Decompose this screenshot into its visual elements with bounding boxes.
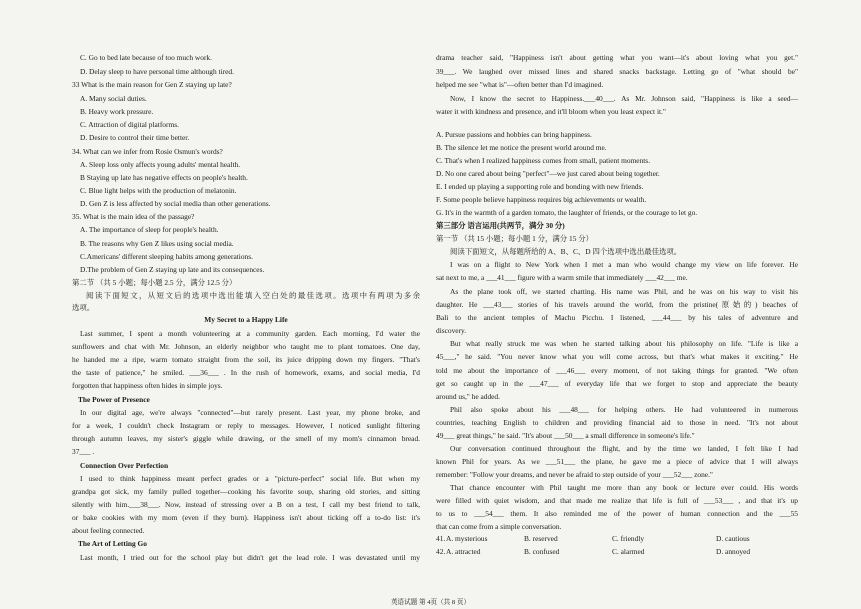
right-line: 第一节 （共 15 小题；每小题 1 分，满分 15 分） — [436, 234, 594, 243]
right-line: known Phil for years. As we ___51___ the plane, he gave me a piece of advice that I will always — [436, 457, 798, 466]
left-line: B. Heavy work pressure. — [80, 107, 154, 116]
right-line: Bali to the ancient temples of Machu Picchu. I listened, ___44___ by his tales of adventure and — [436, 313, 798, 322]
right-line: that can come from a simple conversation. — [436, 522, 562, 531]
right-line: I was on a flight to New York when I met a man who would change my view on life forever. He — [450, 260, 798, 269]
right-line: Our conversation continued throughout the flight, and by the time we landed, I felt like I had — [450, 444, 798, 453]
left-line: grandpa got sick, my family pulled together—cooking his favorite soup, sharing old stories, and sitting — [72, 487, 420, 496]
option-c: C. alarmed — [612, 547, 645, 556]
left-line: In our digital age, we're always "connected"—but rarely present. Last year, my phone broke, and — [80, 408, 420, 417]
right-line: sat next to me, a ___41___ figure with a warm smile that immediately ___42___ me. — [436, 273, 688, 282]
left-line: D. Delay sleep to have personal time although tired. — [80, 67, 234, 76]
option-d: D. annoyed — [716, 547, 751, 556]
right-line: D. No one cared about being "perfect"—we just cared about being together. — [436, 169, 660, 178]
left-line: 37___ . — [72, 447, 95, 456]
right-line: Phil also spoke about his ___48___ for helping others. He had volunteered in numerous — [450, 405, 798, 414]
right-line: B. The silence let me notice the present world around me. — [436, 143, 607, 152]
left-line: 阅读下面短文，从短文后的选项中选出能填入空白处的最佳选项。选项中有两项为多余 — [86, 291, 420, 300]
option-a: A. mysterious — [446, 534, 488, 543]
left-line: D.The problem of Gen Z staying up late and its consequences. — [80, 265, 265, 274]
left-line: C. Blue light helps with the production of melatonin. — [80, 186, 237, 195]
left-line: A. The importance of sleep for people's health. — [80, 225, 219, 234]
question-number: 41. — [436, 534, 446, 543]
left-line: C. Attraction of digital platforms. — [80, 120, 179, 129]
right-line: E. I ended up playing a supporting role and bonding with new friends. — [436, 182, 644, 191]
left-line: D. Gen Z is less affected by social media than other generations. — [80, 199, 271, 208]
right-line: around us," he added. — [436, 392, 500, 401]
right-line: That chance encounter with Phil taught me more than any book or lecture ever could. His words — [450, 483, 798, 492]
left-line: C. Go to bed late because of too much work. — [80, 53, 212, 62]
left-line: the taste of patience," he smiled. ___36___ . In the rush of homework, exams, and social media, I'd — [72, 368, 420, 377]
left-line: A. Many social duties. — [80, 94, 147, 103]
left-line: I used to think happiness meant perfect grades or a "picture-perfect" social life. But when my — [80, 474, 420, 483]
right-line: water it with kindness and presence, and it'll bloom when you least expect it." — [436, 107, 666, 116]
left-line: 第二节 （共 5 小题；每小题 2.5 分，满分 12.5 分） — [72, 278, 237, 287]
left-line: sunflowers and chat with Mr. Johnson, an elderly neighbor who taught me to plant tomatoes. One day, — [72, 342, 420, 351]
right-line: C. That's when I realized happiness comes from small, patient moments. — [436, 156, 651, 165]
right-line: remember: "Follow your dreams, and never be afraid to step outside of your ___52___ zone." — [436, 470, 713, 479]
left-line: Last month, I tried out for the school play but didn't get the lead role. I was devastated until my — [80, 553, 420, 562]
right-line: F. Some people believe happiness requires big achievements or wealth. — [436, 195, 647, 204]
right-line: Now, I know the secret to Happiness.___40___. As Mr. Johnson said, "Happiness is like a seed— — [450, 94, 798, 103]
right-line: 阅读下面短文，从每题所给的 A、B、C、D 四个选项中选出最佳选项。 — [450, 247, 682, 256]
left-line: for a week, I couldn't check Instagram or reply to messages. However, I noticed sunlight filtering — [72, 421, 420, 430]
right-line: But what really struck me was when he started talking about his philosophy on life. "Life is like a — [450, 339, 798, 348]
option-b: B. reserved — [524, 534, 558, 543]
option-c: C. friendly — [612, 534, 645, 543]
option-d: D. cautious — [716, 534, 750, 543]
right-line: to us to ___54___ them. It also reminded me of the power of human connection and the ___55 — [436, 509, 798, 518]
left-line: The Art of Letting Go — [78, 539, 147, 548]
left-line: 35. What is the main idea of the passage? — [72, 212, 195, 221]
left-line: B Staying up late has negative effects on people's health. — [80, 173, 248, 182]
left-line: A. Sleep loss only affects young adults' mental health. — [80, 160, 241, 169]
left-line: Connection Over Perfection — [80, 461, 169, 470]
page-footer: 英语试题 第 4页（共 8 页） — [390, 599, 471, 606]
right-line: countries, teaching English to children and providing financial aid to those in need. "It's not about — [436, 418, 798, 427]
right-line: 第三部分 语言运用(共两节，满分 30 分) — [436, 221, 565, 230]
right-line: helped me see "what is"—often better than I'd imagined. — [436, 80, 604, 89]
right-line: were filled with quiet wisdom, and that made me realize that life is full of ___53___ , and that it's up — [436, 496, 798, 505]
left-line: 33 What is the main reason for Gen Z staying up late? — [72, 80, 232, 89]
left-line: about feeling connected. — [72, 526, 145, 535]
left-line: silently with him.___38___. Now, instead of stressing over a B on a test, I call my best friend to talk, — [72, 500, 420, 509]
left-line: 选项。 — [72, 303, 95, 312]
option-a: A. attracted — [446, 547, 481, 556]
right-line: As the plane took off, we started chatting. His name was Phil, and he was on his way to visit his — [450, 287, 798, 296]
right-line: discovery. — [436, 326, 467, 335]
right-line: G. It's in the warmth of a garden tomato, the laughter of friends, or the courage to let go. — [436, 208, 698, 217]
left-line: B. The reasons why Gen Z likes using social media. — [80, 239, 234, 248]
right-line: daughter. He ___43___ stories of his travels around the world, from the pristine(原始的) beaches of — [436, 300, 798, 309]
right-line: 39___. We laughed over missed lines and shared snacks backstage. Letting go of "what should be" — [436, 67, 798, 76]
left-line: forgotten that happiness often hides in simple joys. — [72, 381, 223, 390]
right-line: drama teacher said, "Happiness isn't about getting what you want—it's about loving what you get." — [436, 53, 798, 62]
right-line: 45___," he said. "You never know what you will come across, but that's what makes it exciting." He — [436, 352, 798, 361]
left-line: C.Americans' different sleeping habits among generations. — [80, 252, 253, 261]
left-line: through autumn leaves, my sister's giggle while drawing, or the smell of my mom's cinnamon bread. — [72, 434, 420, 443]
option-b: B. confused — [524, 547, 560, 556]
left-line: he handed me a ripe, warm tomato straight from the soil, its juice dripping down my fingers. "That's — [72, 355, 420, 364]
left-line: or bake cookies with my mom (even if they burn). Happiness isn't about ticking off a to-do list: it's — [72, 513, 420, 522]
answer-option-row — [436, 534, 798, 543]
answer-option-row — [436, 547, 798, 556]
right-line: told me about the importance of ___46___ every moment, of not taking things for granted. "We often — [436, 366, 798, 375]
right-line: 49___ great things," he said. "It's about ___50___ a small difference in someone's life." — [436, 431, 695, 440]
left-line: My Secret to a Happy Life — [204, 315, 288, 324]
question-number: 42. — [436, 547, 446, 556]
left-line: D. Desire to control their time better. — [80, 133, 190, 142]
left-line: Last summer, I spent a month volunteering at a community garden. Each morning, I'd water the — [80, 329, 420, 338]
right-line: get so caught up in the ___47___ of everyday life that we forget to stop and appreciate the beauty — [436, 379, 798, 388]
left-line: 34. What can we infer from Rosie Osmun's words? — [72, 147, 223, 156]
right-line: A. Pursue passions and hobbies can bring happiness. — [436, 130, 592, 139]
left-line: The Power of Presence — [78, 395, 150, 404]
